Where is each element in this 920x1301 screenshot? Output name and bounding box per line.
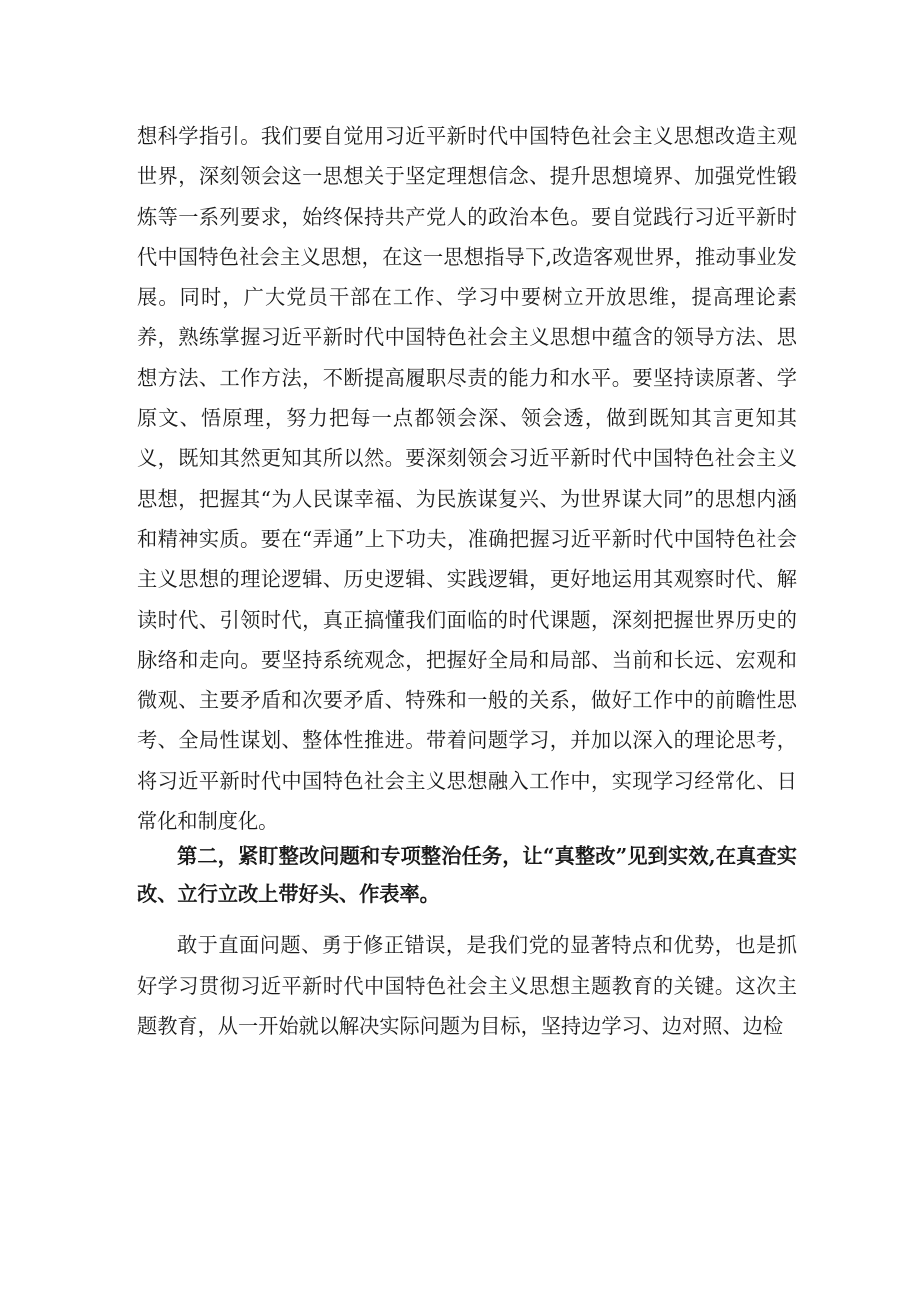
- section-heading: 第二，紧盯整改问题和专项整治任务，让“真整改”见到实效,在真查实改、立行立改上带好头、作表率。: [137, 844, 797, 907]
- body-paragraph: 敢于直面问题、勇于修正错误，是我们党的显著特点和优势，也是抓好学习贯彻习近平新时代中国特色社会主义思想主题教育的关键。这次主题教育，从一开始就以解决实际问题为目标，坚持边学习、边对照、边检: [137, 933, 797, 1038]
- body-paragraph: 想科学指引。我们要自觉用习近平新时代中国特色社会主义思想改造主观世界，深刻领会这一思想关于坚定理想信念、提升思想境界、加强党性锻炼等一系列要求，始终保持共产党人的政治本色。要自觉践行习近平新时代中国特色社会主义思想，在这一思想指导下,改造客观世界，推动事业发展。同时，广大党员干部在工作、学习中要树立开放思维，提高理论素养，熟练掌握习近平新时代中国特色社会主义思想中蕴含的领导方法、思想方法、工作方法，不断提高履职尽责的能力和水平。要坚持读原著、学原文、悟原理，努力把每一点都领会深、领会透，做到既知其言更知其义，既知其然更知其所以然。要深刻领会习近平新时代中国特色社会主义思想，把握其“为人民谋幸福、为民族谋复兴、为世界谋大同”的思想内涵和精神实质。要在“弄通”上下功夫，准确把握习近平新时代中国特色社会主义思想的理论逻辑、历史逻辑、实践逻辑，更好地运用其观察时代、解读时代、引领时代，真正搞懂我们面临的时代课题，深刻把握世界历史的脉络和走向。要坚持系统观念，把握好全局和局部、当前和长远、宏观和微观、主要矛盾和次要矛盾、特殊和一般的关系，做好工作中的前瞻性思考、全局性谋划、整体性推进。带着问题学习，并加以深入的理论思考，将习近平新时代中国特色社会主义思想融入工作中，实现学习经常化、日常化和制度化。: [137, 124, 797, 834]
- document-body: [137, 116, 797, 1046]
